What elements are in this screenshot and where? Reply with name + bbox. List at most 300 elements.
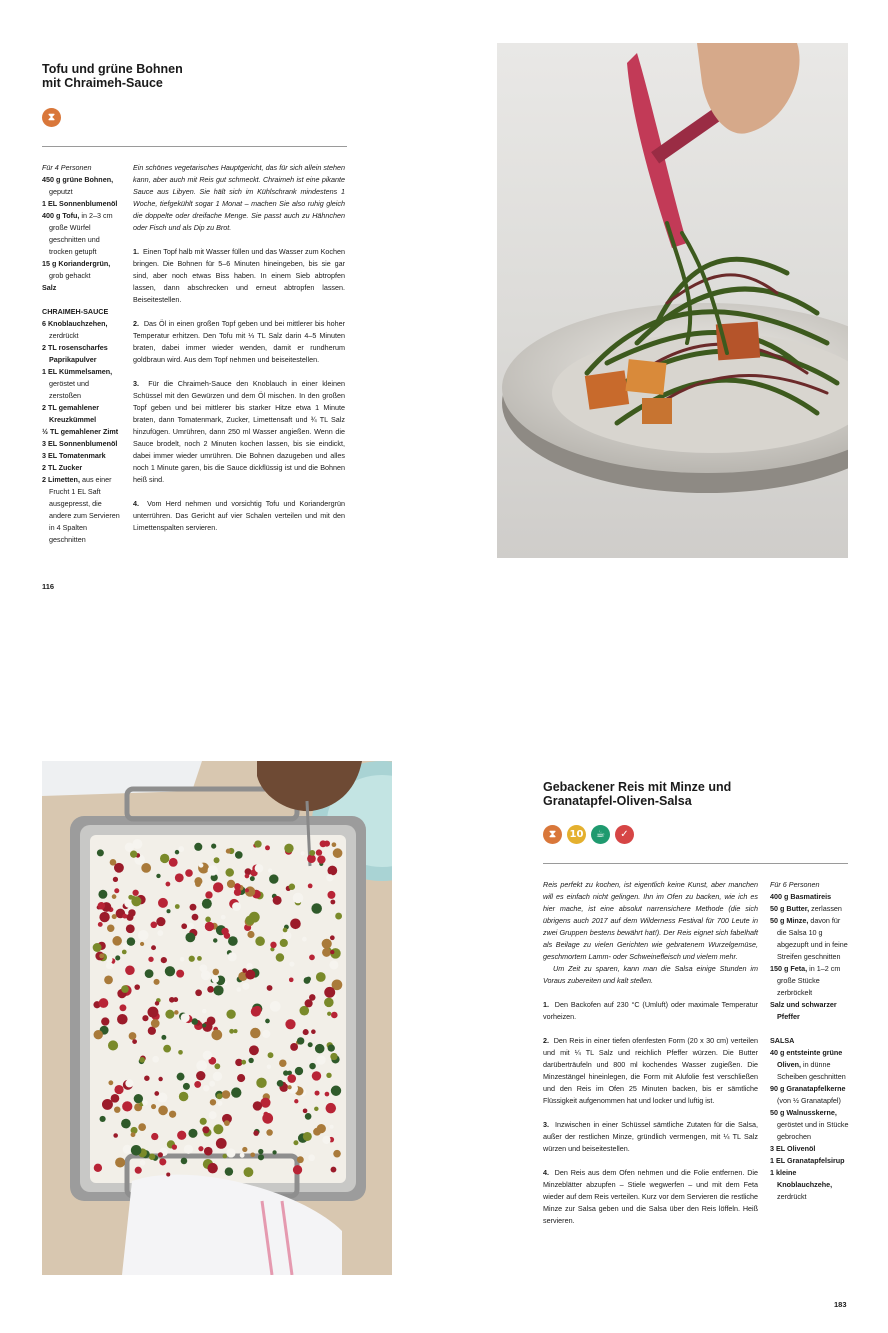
topping-dot	[114, 863, 124, 873]
topping-dot	[147, 1007, 158, 1018]
ingredient-amount: 1 EL Granatapfelsirup	[770, 1156, 845, 1165]
ingredient-item	[770, 963, 850, 999]
topping-dot	[205, 922, 214, 931]
topping-dot	[158, 1077, 162, 1081]
ingredient-note: zerdrückt	[49, 331, 79, 340]
servings-label: Für 6 Personen	[770, 880, 820, 889]
topping-dot	[175, 850, 179, 854]
topping-dot	[280, 939, 288, 947]
ingredient-item	[770, 1083, 850, 1107]
topping-dot	[322, 948, 331, 957]
photo-baked-rice	[42, 761, 392, 1275]
topping-dot	[253, 1130, 259, 1136]
ingredient-amount: 3 EL Olivenöl	[770, 1144, 816, 1153]
ingredient-note: davon für die Salsa 10 g abgezupft und in feine Streifen geschnitten	[777, 916, 848, 961]
ingredient-amount: 2 TL Zucker	[42, 463, 83, 472]
topping-dot	[177, 1131, 186, 1140]
topping-dot	[247, 963, 253, 969]
topping-dot	[188, 923, 194, 929]
step-number: 2.	[543, 1036, 554, 1045]
topping-dot	[178, 1050, 183, 1055]
topping-dot	[108, 1080, 113, 1085]
topping-dot	[121, 985, 129, 993]
topping-dot	[145, 969, 154, 978]
topping-dot	[258, 1154, 264, 1160]
salsa-ingredient-items	[770, 1047, 850, 1203]
ingredient-items	[770, 891, 850, 1023]
topping-dot	[245, 970, 255, 980]
topping-dot	[115, 1157, 125, 1167]
topping-dot	[203, 1085, 209, 1091]
topping-dot	[198, 1146, 203, 1151]
topping-dot	[203, 1051, 212, 1060]
ingredient-item	[42, 438, 122, 450]
topping-dot	[184, 1145, 193, 1154]
topping-dot	[152, 1056, 159, 1063]
topping-dot	[142, 1015, 148, 1021]
topping-dot	[100, 1116, 106, 1122]
topping-dot	[174, 1010, 179, 1015]
topping-dot	[315, 1091, 320, 1096]
topping-dot	[297, 1156, 304, 1163]
ingredient-list-tofu	[42, 162, 122, 546]
topping-dot	[293, 1140, 298, 1145]
topping-dot	[250, 1152, 255, 1157]
photo-tofu-beans-graphic	[497, 43, 848, 558]
topping-dot	[245, 915, 255, 925]
topping-dot	[211, 1029, 222, 1040]
topping-dot	[175, 904, 180, 909]
topping-dot	[247, 931, 254, 938]
topping-dot	[222, 1154, 227, 1159]
recipe-intro: Ein schönes vegetarisches Hauptgericht, das für sich allein stehen kann, aber auch mit Reis gut schmeckt. Chraimeh ist eine pikante Sauce aus Libyen. Sie hält sich im Kühlschrank mindestens 1 Woche, tiefgekühlt sogar 1 Monat – machen Sie also ruhig gleich die doppelte oder dreifache Menge. Sie passt auch zu Hähnchen oder Fisch und als Dip zu Brot.	[133, 163, 345, 232]
method-step	[543, 999, 758, 1023]
topping-dot	[331, 1012, 338, 1019]
ingredient-item	[770, 1167, 850, 1203]
topping-dot	[154, 979, 160, 985]
topping-dot	[283, 931, 292, 940]
topping-dot	[327, 1012, 331, 1016]
topping-dot	[327, 891, 335, 899]
topping-dot	[213, 1072, 223, 1082]
topping-dot	[268, 1052, 274, 1058]
topping-dot	[242, 983, 249, 990]
topping-dot	[229, 1029, 234, 1034]
topping-dot	[316, 1055, 325, 1064]
topping-dot	[99, 998, 109, 1008]
topping-dot	[113, 877, 118, 882]
step-number: 4.	[133, 499, 148, 508]
ingredient-amount: 2 TL rosenscharfes Paprikapulver	[42, 343, 108, 364]
topping-dot	[218, 1101, 223, 1106]
topping-dot	[226, 1148, 235, 1157]
topping-dot	[330, 950, 334, 954]
hourglass-icon: ⧗	[543, 825, 562, 844]
topping-dot	[250, 1028, 260, 1038]
topping-dot	[324, 987, 335, 998]
method-step	[543, 1167, 758, 1227]
topping-dot	[267, 985, 273, 991]
topping-dot	[213, 969, 220, 976]
topping-dot	[330, 935, 335, 940]
topping-dot	[293, 1165, 302, 1174]
topping-dot	[133, 839, 143, 849]
topping-dot	[154, 1091, 159, 1096]
topping-dot	[180, 957, 185, 962]
topping-dot	[192, 914, 199, 921]
topping-dot	[330, 900, 335, 905]
topping-dot	[134, 1094, 143, 1103]
topping-dot	[268, 868, 272, 872]
topping-dot	[151, 1133, 158, 1140]
ingredient-item	[770, 999, 850, 1023]
topping-dot	[290, 1043, 298, 1051]
topping-dot	[270, 942, 276, 948]
topping-dot	[202, 1126, 209, 1133]
topping-dot	[320, 840, 327, 847]
topping-dot	[175, 873, 184, 882]
ingredient-item	[42, 198, 122, 210]
topping-dot	[303, 1132, 312, 1141]
topping-dot	[99, 912, 109, 922]
step-number: 2.	[133, 319, 144, 328]
topping-dot	[329, 960, 338, 969]
topping-dot	[125, 1079, 133, 1087]
topping-dot	[294, 1099, 298, 1103]
topping-dot	[178, 846, 184, 852]
ingredient-item	[770, 891, 850, 903]
step-number: 3.	[133, 379, 149, 388]
topping-dot	[240, 1153, 245, 1158]
topping-dot	[335, 913, 342, 920]
divider-rule-2	[543, 863, 848, 864]
topping-dot	[263, 1112, 268, 1117]
topping-dot	[163, 1045, 171, 1053]
topping-dot	[289, 978, 294, 983]
topping-dot	[134, 984, 140, 990]
topping-dot	[327, 866, 337, 876]
topping-dot	[222, 1090, 231, 1099]
thumbs-up-icon: ✓	[615, 825, 634, 844]
topping-dot	[115, 955, 120, 960]
topping-dot	[328, 1044, 335, 1051]
topping-dot	[167, 909, 171, 913]
topping-dot	[227, 880, 235, 888]
ingredient-item	[770, 1143, 850, 1155]
topping-dot	[190, 904, 197, 911]
step-number: 3.	[543, 1120, 555, 1129]
ingredient-amount: 50 g Walnusskerne,	[770, 1108, 837, 1117]
page-number: 116	[42, 582, 55, 591]
topping-dot	[151, 1104, 156, 1109]
topping-dot	[308, 1042, 313, 1047]
sauce-heading: CHRAIMEH-SAUCE	[42, 307, 109, 316]
ingredient-amount: 90 g Granatapfelkerne	[770, 1084, 846, 1093]
method-step	[133, 498, 345, 534]
method-step	[133, 378, 345, 486]
topping-dot	[205, 917, 211, 923]
topping-dot	[237, 1074, 245, 1082]
topping-dot	[297, 1037, 304, 1044]
topping-dot	[287, 1074, 296, 1083]
topping-dot	[165, 966, 175, 976]
ingredient-amount: Salz und schwarzer Pfeffer	[770, 1000, 837, 1021]
topping-dot	[141, 863, 151, 873]
topping-dot	[114, 1106, 120, 1112]
step-text: Vom Herd nehmen und vorsichtig Tofu und Koriandergrün unterrühren. Das Gericht auf vier Schalen verteilen und mit den Limettenspalten servieren.	[133, 499, 345, 532]
recipe-intro: Reis perfekt zu kochen, ist eigentlich keine Kunst, aber manchen will es einfach nicht gelingen. Ihn im Ofen zu backen, wie ich es hier mache, ist eine absolut narrensichere Methode (die sich übrigens auch 2017 auf dem Wilderness Festival für 700 Leute in zwei Gruppen bestens bewährt hat!). Der Reis eignet sich fabelhaft als Beilage zu vielen Gerichten wie gebratenem Wurzelgemüse, geschmortem Lamm- oder Schweinefleisch und vielem mehr.	[543, 880, 758, 961]
step-text: Den Reis aus dem Ofen nehmen und die Folie entfernen. Die Minzeblätter abzupfen – Stiele wegwerfen – und mit dem Feta wieder auf dem Reis verteilen. Kurz vor dem Servieren die restliche Minze zur Salsa geben und die Salsa über den Reis löffeln. Heiß servieren.	[543, 1168, 758, 1225]
topping-dot	[165, 1010, 174, 1019]
recipe1-icons	[42, 108, 61, 127]
topping-dot	[213, 938, 217, 942]
topping-dot	[125, 965, 135, 975]
topping-dot	[194, 1081, 201, 1088]
topping-dot	[326, 1073, 331, 1078]
ingredient-amount: 1 EL Kümmelsamen,	[42, 367, 113, 376]
topping-dot	[309, 850, 315, 856]
ingredient-note: aus einer Frucht 1 EL Saft ausgepresst, die andere zum Servieren in 4 Spalten geschnitten	[49, 475, 120, 544]
topping-dot	[176, 970, 184, 978]
topping-dot	[94, 1030, 103, 1039]
topping-dot	[266, 1129, 272, 1135]
step-text: Den Backofen auf 230 °C (Umluft) oder maximale Temperatur vorheizen.	[543, 1000, 758, 1021]
cup-icon: ☕	[591, 825, 610, 844]
topping-dot	[287, 1085, 291, 1089]
ingredient-item	[42, 426, 122, 438]
topping-dot	[156, 917, 165, 926]
topping-dot	[127, 937, 135, 945]
topping-dot	[129, 1032, 137, 1040]
topping-dot	[130, 851, 137, 858]
topping-dot	[301, 851, 305, 855]
topping-dot	[177, 1073, 185, 1081]
topping-dot	[148, 1027, 156, 1035]
topping-dot	[144, 1075, 149, 1080]
ingredient-amount: 3 EL Tomatenmark	[42, 451, 106, 460]
topping-dot	[221, 928, 228, 935]
topping-dot	[181, 1013, 190, 1022]
topping-dot	[322, 939, 332, 949]
step-text: Das Öl in einen großen Topf geben und bei mittlerer bis hoher Temperatur erhitzen. Den Tofu mit ⅓ TL Salz darin 4–5 Minuten braten, dabei immer wieder wenden, damit er rundherum goldbraun wird. Aus dem Topf nehmen und beiseitestellen.	[133, 319, 345, 364]
topping-dot	[277, 1080, 284, 1087]
topping-dot	[161, 957, 167, 963]
topping-dot	[255, 936, 265, 946]
topping-dot	[107, 925, 114, 932]
topping-dot	[122, 950, 127, 955]
topping-dot	[324, 998, 334, 1008]
topping-dot	[117, 1014, 128, 1025]
topping-dot	[125, 843, 134, 852]
topping-dot	[99, 953, 104, 958]
ingredient-note: (von ½ Granatapfel)	[777, 1096, 841, 1105]
topping-dot	[262, 1030, 270, 1038]
topping-dot	[114, 1085, 123, 1094]
topping-dot	[330, 1053, 337, 1060]
topping-dot	[212, 975, 219, 982]
topping-dot	[305, 1113, 312, 1120]
topping-dot	[202, 1023, 206, 1027]
topping-dot	[290, 919, 301, 930]
ingredient-amount: 40 g entsteinte grüne Oliven,	[770, 1048, 843, 1069]
step-text: Inzwischen in einer Schüssel sämtliche Zutaten für die Salsa, außer der restlichen Minze, gründlich vermengen, mit ¼ TL Salz würzen und beiseitestellen.	[543, 1120, 758, 1153]
hourglass-icon: ⧗	[42, 108, 61, 127]
topping-dot	[196, 1071, 205, 1080]
ingredient-item	[42, 450, 122, 462]
page-number: 183	[834, 1300, 847, 1309]
topping-dot	[204, 1147, 213, 1156]
topping-dot	[135, 1167, 142, 1174]
topping-dot	[299, 1006, 309, 1016]
topping-dot	[284, 844, 293, 853]
topping-dot	[245, 874, 250, 879]
ingredient-note: zerdrückt	[777, 1192, 807, 1201]
topping-dot	[322, 1136, 330, 1144]
ingredient-amount: Salz	[42, 283, 57, 292]
topping-dot	[226, 1009, 235, 1018]
topping-dot	[245, 888, 249, 892]
step-text: Für die Chraimeh-Sauce den Knoblauch in einer kleinen Schüssel mit den Gewürzen und dem Öl mischen. In den großen Topf geben und bei mittlerer bis starker Hitze etwa 1 Minute braten, dann Tomatenmark, Zucker, Limettensaft und ¾ TL Salz hinzufügen. Umrühren, dann 250 ml Wasser angießen. Wenn die Sauce brodelt, noch 2 Minuten kochen lassen, bis sie eindickt, dabei immer wieder umrühren. Die Bohnen dazugeben und alles noch 1 Minute garen, bis die Sauce dickflüssig ist und die Bohnen heiß sind.	[133, 379, 345, 484]
topping-dot	[119, 1004, 126, 1011]
topping-dot	[312, 1071, 321, 1080]
ingredient-item	[42, 258, 122, 282]
topping-dot	[283, 928, 288, 933]
ten-minutes-icon: 10	[567, 825, 586, 844]
topping-dot	[241, 1060, 246, 1065]
method-text-rice	[543, 879, 758, 1227]
topping-dot	[188, 1129, 197, 1138]
topping-dot	[214, 857, 220, 863]
topping-dot	[226, 849, 231, 854]
topping-dot	[98, 890, 107, 899]
topping-dot	[185, 869, 193, 877]
ingredient-item	[770, 1107, 850, 1143]
ingredient-amount: 2 TL gemahlener Kreuzkümmel	[42, 403, 99, 424]
topping-dot	[112, 894, 117, 899]
topping-dot	[155, 1001, 159, 1005]
topping-dot	[213, 882, 223, 892]
topping-dot	[255, 864, 264, 873]
topping-dot	[305, 999, 313, 1007]
ingredient-amount: 50 g Butter,	[770, 904, 810, 913]
topping-dot	[151, 945, 156, 950]
topping-dot	[333, 848, 343, 858]
topping-dot	[332, 842, 337, 847]
topping-dot	[108, 1040, 118, 1050]
topping-dot	[326, 1103, 337, 1114]
topping-dot	[104, 975, 113, 984]
recipe-title-tofu: Tofu und grüne Bohnen mit Chraimeh-Sauce	[42, 62, 183, 90]
topping-dot	[183, 1083, 190, 1090]
topping-dot	[157, 930, 163, 936]
ingredient-amount: 150 g Feta,	[770, 964, 808, 973]
topping-dot	[267, 1065, 271, 1069]
topping-dot	[173, 997, 178, 1002]
topping-dot	[201, 970, 211, 980]
topping-dot	[202, 1009, 207, 1014]
step-text: Einen Topf halb mit Wasser füllen und das Wasser zum Kochen bringen. Die Bohnen für 5–6 Minuten hineingeben, bis sie gar sind, aber noch etwas Biss haben. In einem Sieb abtropfen lassen, dann abschrecken und erneut abtropfen lassen. Beiseitestellen.	[133, 247, 345, 304]
topping-dot	[235, 851, 243, 859]
ingredient-amount: 50 g Minze,	[770, 916, 809, 925]
ingredient-item	[42, 174, 122, 198]
step-number: 1.	[543, 1000, 555, 1009]
topping-dot	[199, 863, 204, 868]
topping-dot	[101, 1017, 109, 1025]
topping-dot	[165, 882, 170, 887]
topping-dot	[236, 987, 241, 992]
ingredient-note: geröstet und in Stücke gebrochen	[777, 1120, 849, 1141]
topping-dot	[316, 849, 322, 855]
ingredient-item	[42, 318, 122, 342]
ingredient-note: grob gehackt	[49, 271, 91, 280]
topping-dot	[195, 881, 201, 887]
topping-dot	[114, 888, 119, 893]
step-number: 4.	[543, 1168, 555, 1177]
topping-dot	[303, 1029, 309, 1035]
topping-dot	[330, 1125, 334, 1129]
topping-dot	[195, 989, 202, 996]
topping-dot	[159, 1158, 166, 1165]
topping-dot	[311, 903, 322, 914]
servings-label: Für 4 Personen	[42, 163, 92, 172]
photo-baked-rice-graphic	[42, 761, 392, 1275]
topping-dot	[131, 1132, 136, 1137]
topping-dot	[265, 845, 270, 850]
topping-dot	[169, 858, 178, 867]
ingredient-item	[42, 462, 122, 474]
topping-dot	[142, 1100, 148, 1106]
topping-dot	[317, 855, 325, 863]
topping-dot	[309, 1063, 316, 1070]
method-step	[543, 1035, 758, 1107]
photo-tofu-beans	[497, 43, 848, 558]
topping-dot	[132, 890, 138, 896]
topping-dot	[233, 1029, 237, 1033]
ingredient-item	[770, 1047, 850, 1083]
topping-dot	[149, 1153, 155, 1159]
topping-dot	[97, 849, 104, 856]
topping-dot	[132, 1039, 137, 1044]
topping-dot	[311, 1029, 316, 1034]
topping-dot	[196, 1060, 207, 1071]
ingredient-amount: 450 g grüne Bohnen,	[42, 175, 114, 184]
ingredient-item	[42, 366, 122, 402]
topping-dot	[207, 1163, 217, 1173]
topping-dot	[272, 1150, 276, 1154]
topping-dot	[244, 1167, 254, 1177]
topping-dot	[270, 1001, 281, 1012]
recipe-title-rice: Gebackener Reis mit Minze und Granatapfel-Oliven-Salsa	[543, 780, 732, 808]
topping-dot	[216, 1138, 227, 1149]
ingredient-item	[770, 903, 850, 915]
topping-dot	[93, 943, 102, 952]
topping-dot	[295, 1067, 303, 1075]
topping-dot	[228, 936, 238, 946]
topping-dot	[181, 923, 187, 929]
topping-dot	[126, 924, 135, 933]
topping-dot	[197, 956, 202, 961]
topping-dot	[169, 1111, 176, 1118]
topping-dot	[253, 1006, 261, 1014]
topping-dot	[202, 899, 212, 909]
salsa-heading: SALSA	[770, 1036, 795, 1045]
method-step	[133, 246, 345, 306]
ingredient-item	[42, 342, 122, 366]
ingredient-amount: 1 kleine Knoblauchzehe,	[770, 1168, 833, 1189]
topping-dot	[205, 891, 212, 898]
topping-dot	[150, 921, 157, 928]
topping-dot	[313, 1128, 321, 1136]
